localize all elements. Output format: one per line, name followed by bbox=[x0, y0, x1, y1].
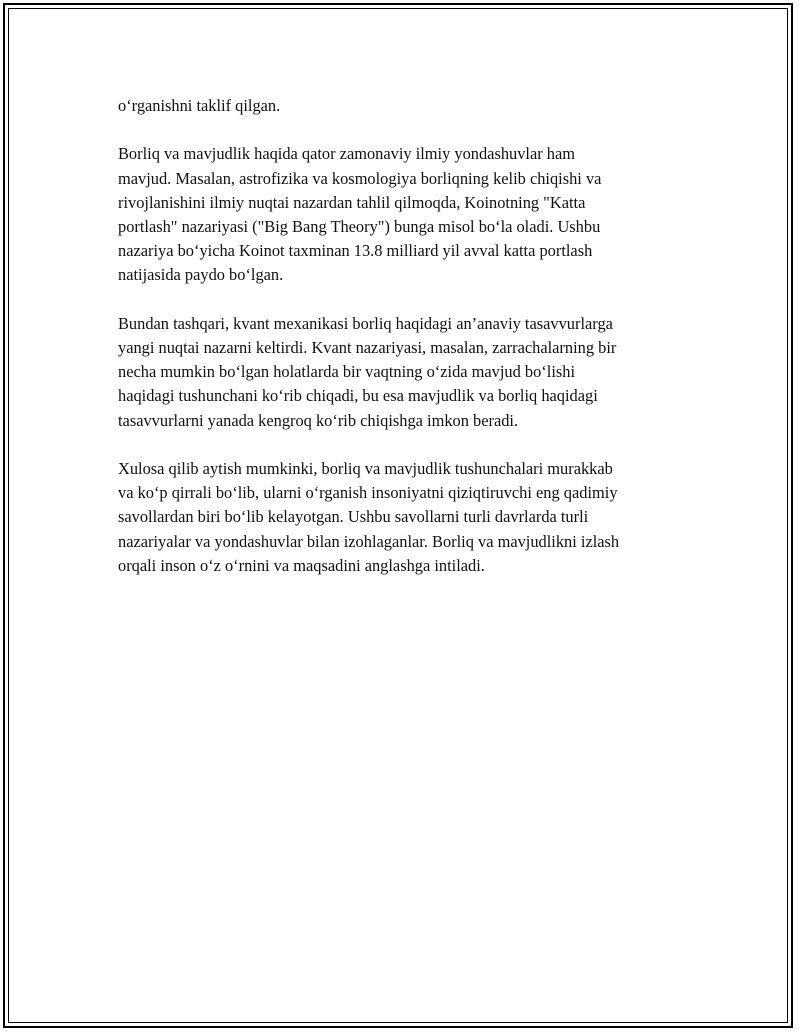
paragraph-1: o‘rganishni taklif qilgan. bbox=[118, 96, 281, 115]
document-body bbox=[118, 94, 688, 602]
paragraph-3: Bundan tashqari, kvant mexanikasi borliq haqidagi an’anaviy tasavvurlarga yangi nuqtai nazarni keltirdi. Kvant nazariyasi, masalan, zarrachalarning bir necha mumkin bo‘lgan holatlarda bir vaqtning o‘zida mavjud bo‘lishi haqidagi tushunchani ko‘rib chiqadi, bu esa mavjudlik va borliq haqidagi tasavvurlarni yanada kengroq ko‘rib chiqishga imkon beradi. bbox=[118, 313, 617, 430]
paragraph-2: Borliq va mavjudlik haqida qator zamonaviy ilmiy yondashuvlar ham mavjud. Masalan, astrofizika va kosmologiya borliqning kelib chiqishi va rivojlanishini ilmiy nuqtai nazardan tahlil qilmoqda, Koinotning "Katta portlash" nazariyasi ("Big Bang Theory") bunga misol bo‘la oladi. Ushbu nazariya bo‘yicha Koinot taxminan 13.8 milliard yil avval katta portlash natijasida paydo bo‘lgan. bbox=[118, 144, 602, 285]
paragraph-4: Xulosa qilib aytish mumkinki, borliq va mavjudlik tushunchalari murakkab va ko‘p qirrali bo‘lib, ularni o‘rganish insoniyatni qiziqtiruvchi eng qadimiy savollardan biri bo‘lib kelayotgan. Ushbu savollarni turli davrlarda turli nazariyalar va yondashuvlar bilan izohlaganlar. Borliq va mavjudlikni izlash orqali inson o‘z o‘rnini va maqsadini anglashga intiladi. bbox=[118, 459, 620, 575]
